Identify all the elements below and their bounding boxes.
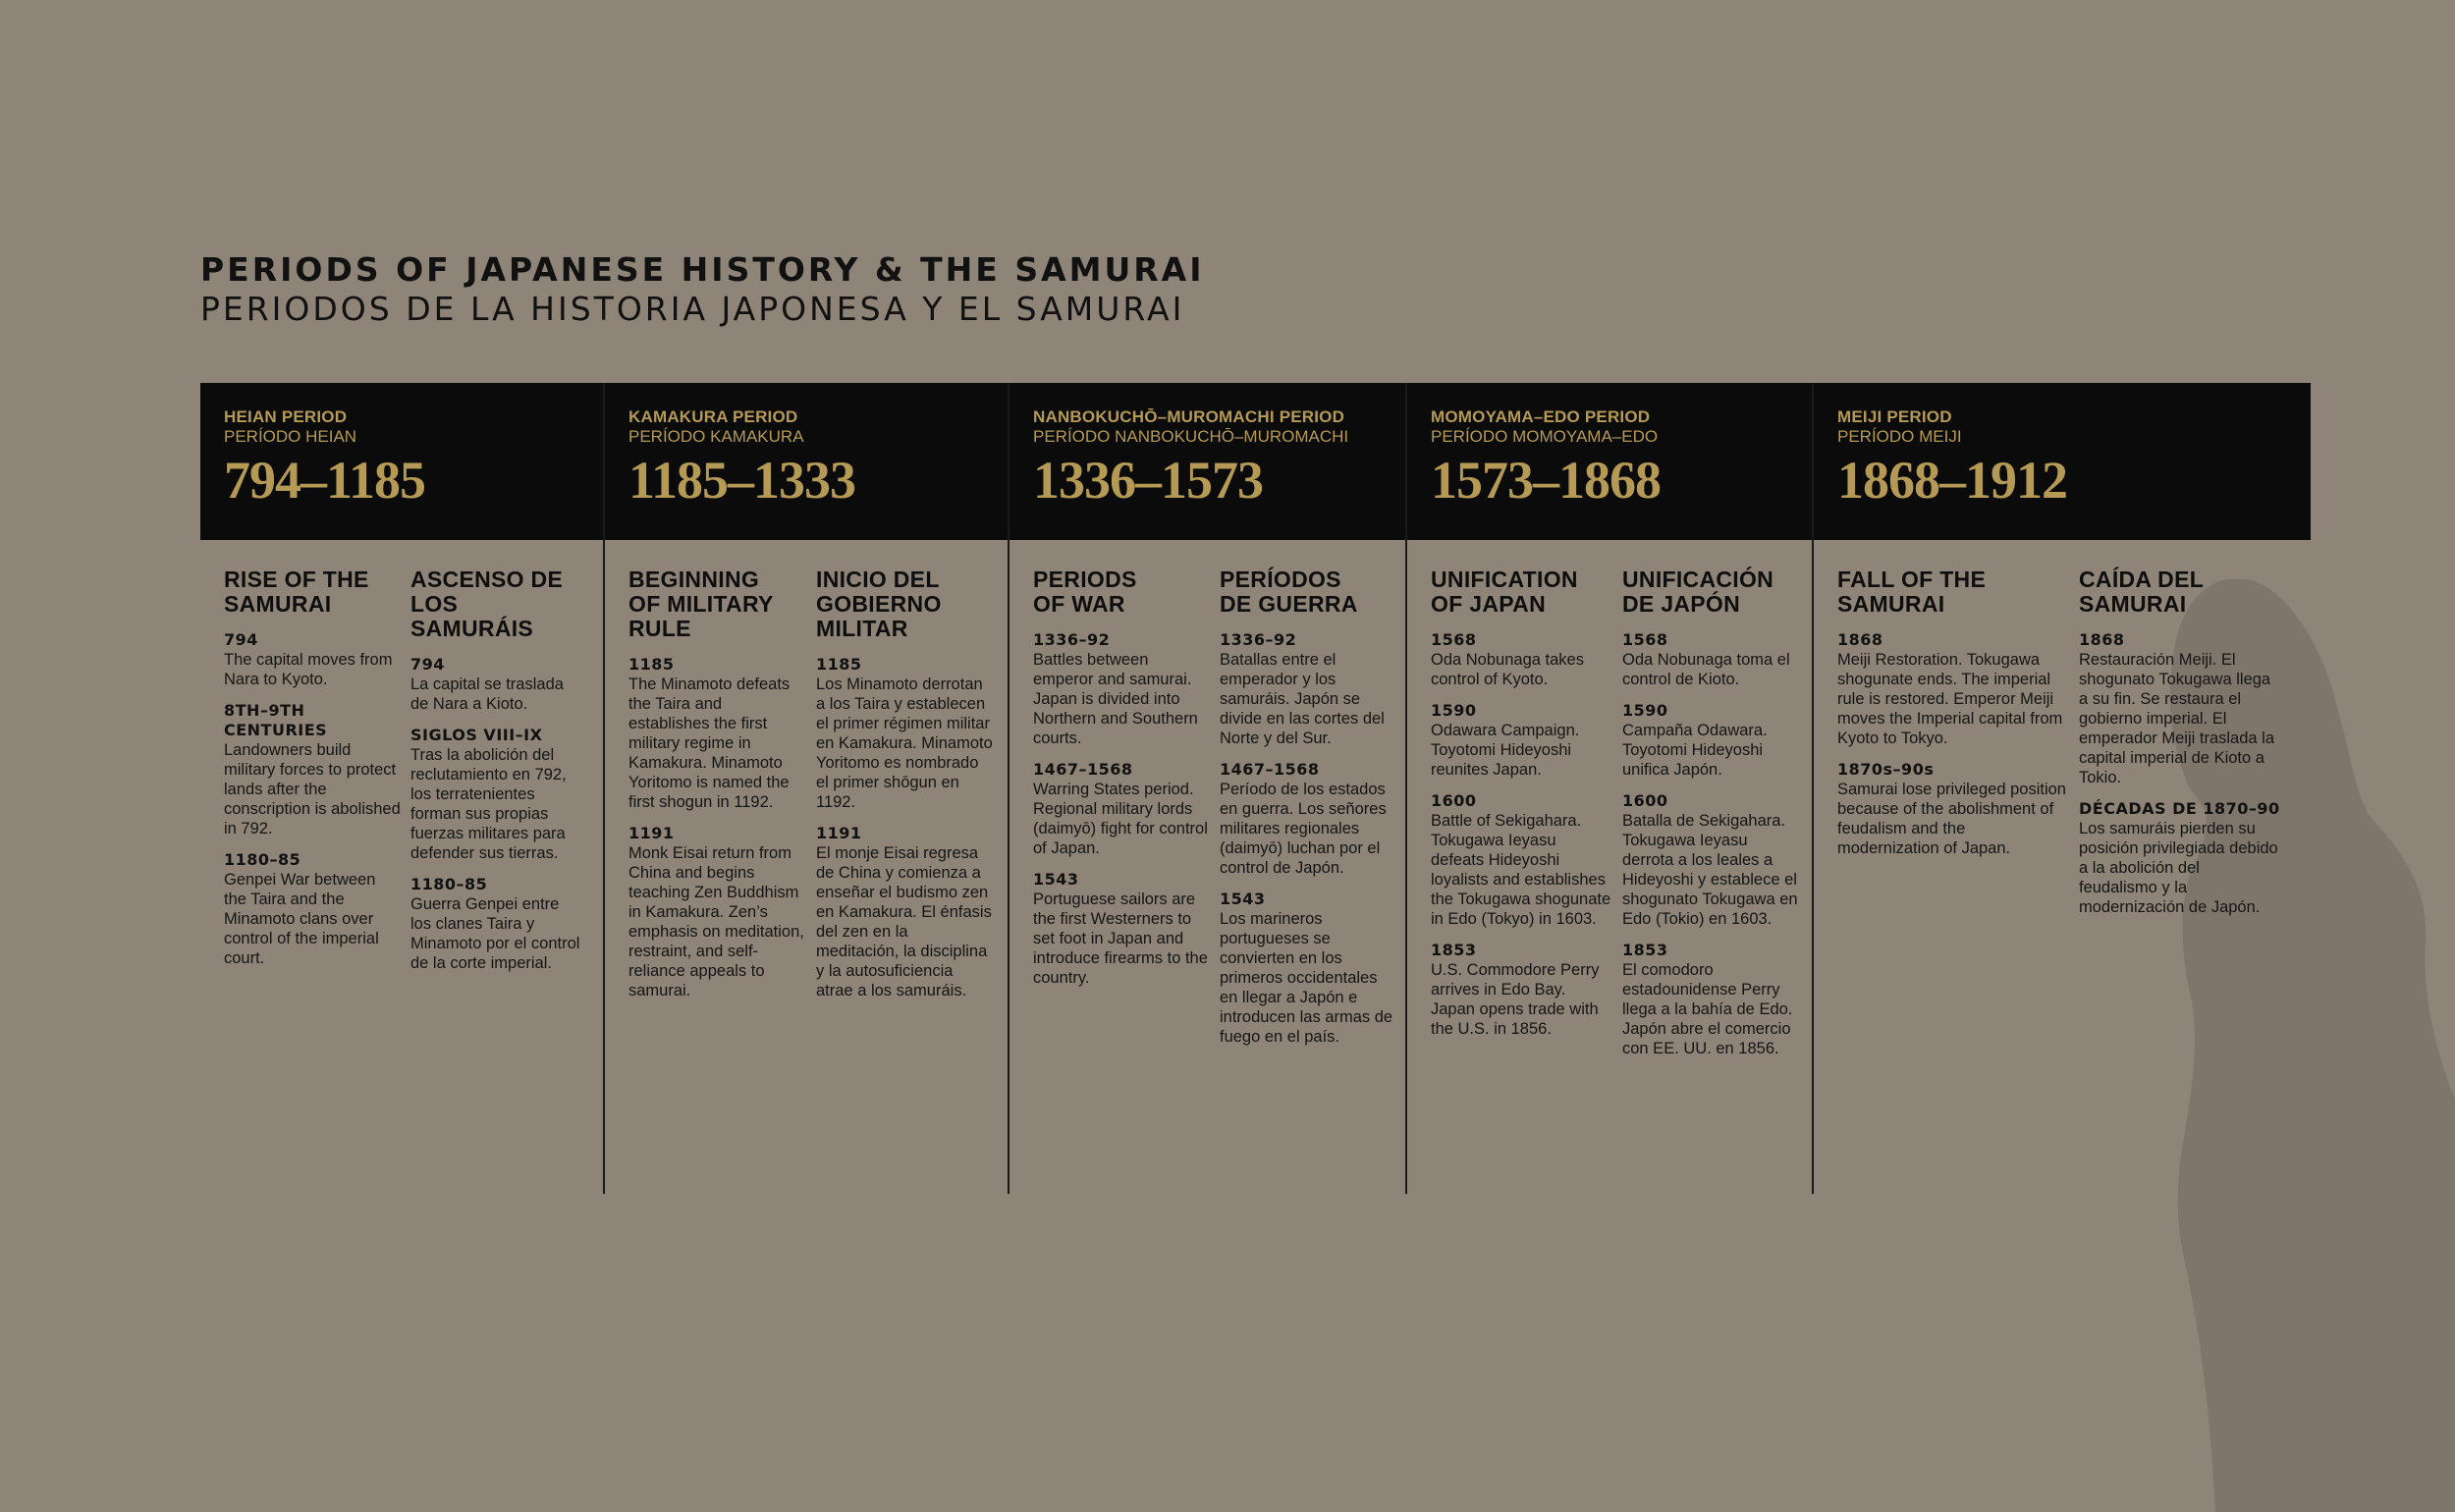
event-date: 1853 <box>1431 941 1477 959</box>
event-date: 1543 <box>1220 890 1266 908</box>
period-years: 1185–1333 <box>628 451 856 510</box>
event-entry <box>224 630 401 689</box>
event-entry <box>816 824 993 1000</box>
period-header <box>1407 383 1812 540</box>
event-entry <box>1622 630 1799 689</box>
event-text: Portuguese sailors are the first Westerners to set foot in Japan and introduce firearms to the country. <box>1033 891 1208 987</box>
event-entry <box>2079 799 2281 917</box>
period-name-en: NANBOKUCHŌ–MUROMACHI PERIOD <box>1033 407 1345 426</box>
column-es <box>1220 567 1405 1058</box>
event-text: Oda Nobunaga takes control of Kyoto. <box>1431 651 1584 688</box>
period-years: 1868–1912 <box>1837 451 2067 510</box>
event-text: Batallas entre el emperador y los samuráis. Japón se divide en las cortes del Norte y del Sur. <box>1220 651 1385 747</box>
period-header <box>1814 383 2311 540</box>
event-date: 1467–1568 <box>1220 760 1320 779</box>
column-en <box>224 567 410 985</box>
period-name-en: KAMAKURA PERIOD <box>628 407 798 426</box>
column-es <box>2079 567 2291 929</box>
period-name-en: HEIAN PERIOD <box>224 407 348 426</box>
event-text: El monje Eisai regresa de China y comienza a enseñar el budismo zen en Kamakura. El énfasis del zen en la meditación, la disciplina y la autosuficiencia atrae a los samuráis. <box>816 844 992 999</box>
column-heading: CAÍDA DEL SAMURAI <box>2079 567 2204 617</box>
period-years: 1573–1868 <box>1431 451 1661 510</box>
event-text: La capital se traslada de Nara a Kioto. <box>410 675 564 713</box>
event-entry <box>2079 630 2281 787</box>
event-text: The Minamoto defeats the Taira and establishes the first military regime in Kamakura. Minamoto Yoritomo is named the first shogun in 1192. <box>628 675 791 811</box>
period-name-es: PERÍODO NANBOKUCHŌ–MUROMACHI <box>1033 427 1349 446</box>
event-text: Battles between emperor and samurai. Japan is divided into Northern and Southern courts. <box>1033 651 1198 747</box>
period-kamakura <box>603 383 1008 1194</box>
event-entry <box>1220 760 1395 878</box>
event-date: 1868 <box>1837 630 1883 649</box>
event-date: 1870s–90s <box>1837 760 1935 779</box>
event-text: Genpei War between the Taira and the Minamoto clans over control of the imperial court. <box>224 871 379 967</box>
event-text: Meiji Restoration. Tokugawa shogunate ends. The imperial rule is restored. Emperor Meiji moves the Imperial capital from Kyoto to Tokyo. <box>1837 651 2063 747</box>
event-text: Samurai lose privileged position because of the abolishment of feudalism and the modernization of Japan. <box>1837 781 2066 857</box>
event-date: 1185 <box>628 655 675 674</box>
column-es <box>816 567 1003 1012</box>
column-heading: PERÍODOS DE GUERRA <box>1220 567 1358 617</box>
event-entry <box>1622 701 1799 780</box>
event-entry <box>1622 791 1799 929</box>
event-entry <box>224 701 401 838</box>
event-date: 1853 <box>1622 941 1668 959</box>
event-text: Los Minamoto derrotan a los Taira y establecen el primer régimen militar en Kamakura. Minamoto Yoritomo es nombrado el primer shōgun en 1192. <box>816 675 993 811</box>
event-date: DÉCADAS DE 1870–90 <box>2079 799 2280 818</box>
column-es <box>410 567 593 985</box>
period-header <box>1009 383 1405 540</box>
event-entry <box>628 824 806 1000</box>
event-entry <box>1431 630 1612 689</box>
column-heading: PERIODS OF WAR <box>1033 567 1137 617</box>
event-date: 794 <box>224 630 258 649</box>
event-date: 1868 <box>2079 630 2125 649</box>
event-entry <box>410 726 583 863</box>
title-block <box>200 250 1205 329</box>
event-entry <box>1220 890 1395 1047</box>
column-es <box>1622 567 1809 1070</box>
event-entry <box>1431 941 1612 1039</box>
event-entry <box>1033 760 1210 858</box>
column-heading: BEGINNING OF MILITARY RULE <box>628 567 774 641</box>
event-text: Los samuráis pierden su posición privilegiada debido a la abolición del feudalismo y la modernización de Japón. <box>2079 820 2278 916</box>
period-heian <box>200 383 603 1194</box>
period-meiji <box>1812 383 2311 1194</box>
event-date: 1467–1568 <box>1033 760 1133 779</box>
column-heading: RISE OF THE SAMURAI <box>224 567 369 617</box>
column-heading: INICIO DEL GOBIERNO MILITAR <box>816 567 942 641</box>
event-date: 1191 <box>628 824 675 842</box>
column-heading: FALL OF THE SAMURAI <box>1837 567 1987 617</box>
event-text: Landowners build military forces to protect lands after the conscription is abolished in 792. <box>224 741 401 837</box>
event-date: 1600 <box>1431 791 1477 810</box>
event-text: Battle of Sekigahara. Tokugawa Ieyasu defeats Hideyoshi loyalists and establishes the Tokugawa shogunate in Edo (Tokyo) in 1603. <box>1431 812 1611 928</box>
event-text: Odawara Campaign. Toyotomi Hideyoshi reunites Japan. <box>1431 722 1580 779</box>
period-name-en: MOMOYAMA–EDO PERIOD <box>1431 407 1651 426</box>
page-title: PERIODS OF JAPANESE HISTORY & THE SAMURAI <box>200 250 1205 289</box>
event-text: Monk Eisai return from China and begins teaching Zen Buddhism in Kamakura. Zen’s emphasis on meditation, restraint, and self-reliance appeals to samurai. <box>628 844 804 999</box>
event-text: Batalla de Sekigahara. Tokugawa Ieyasu derrota a los leales a Hideyoshi y establece el shogunato Tokugawa en Edo (Tokio) en 1603. <box>1622 812 1798 928</box>
period-nanbokucho-muromachi <box>1008 383 1405 1194</box>
period-name-es: PERÍODO KAMAKURA <box>628 427 804 446</box>
event-date: 1600 <box>1622 791 1668 810</box>
event-date: 1568 <box>1622 630 1668 649</box>
period-body <box>1009 540 1405 1058</box>
event-entry <box>1033 870 1210 988</box>
event-entry <box>1431 791 1612 929</box>
event-date: 1568 <box>1431 630 1477 649</box>
event-date: 1590 <box>1622 701 1668 720</box>
event-date: 8TH–9TH CENTURIES <box>224 701 328 739</box>
period-body <box>200 540 603 985</box>
period-name-es: PERÍODO MOMOYAMA–EDO <box>1431 427 1659 446</box>
column-en <box>1033 567 1220 1058</box>
event-entry <box>1033 630 1210 748</box>
period-body <box>605 540 1008 1012</box>
event-entry <box>410 655 583 714</box>
period-years: 1336–1573 <box>1033 451 1263 510</box>
event-entry <box>1220 630 1395 748</box>
event-text: Período de los estados en guerra. Los señores militares regionales (daimyō) luchan por el control de Japón. <box>1220 781 1387 877</box>
event-date: 1336–92 <box>1220 630 1297 649</box>
page-subtitle: PERIODOS DE LA HISTORIA JAPONESA Y EL SAMURAI <box>200 290 1185 328</box>
column-heading: UNIFICACIÓN DE JAPÓN <box>1622 567 1774 617</box>
event-text: El comodoro estadounidense Perry llega a la bahía de Edo. Japón abre el comercio con EE. UU. en 1856. <box>1622 961 1793 1057</box>
column-heading: UNIFICATION OF JAPAN <box>1431 567 1578 617</box>
event-text: Restauración Meiji. El shogunato Tokugawa llega a su fin. Se restaura el gobierno imperial. El emperador Meiji traslada la capital imperial de Kioto a Tokio. <box>2079 651 2275 786</box>
event-text: Warring States period. Regional military lords (daimyō) fight for control of Japan. <box>1033 781 1208 857</box>
period-momoyama-edo <box>1405 383 1812 1194</box>
period-header <box>605 383 1008 540</box>
event-date: SIGLOS VIII–IX <box>410 726 543 744</box>
event-date: 1543 <box>1033 870 1079 889</box>
event-entry <box>1431 701 1612 780</box>
period-years: 794–1185 <box>224 451 426 510</box>
event-date: 1590 <box>1431 701 1477 720</box>
column-heading: ASCENSO DE LOS SAMURÁIS <box>410 567 564 641</box>
column-en <box>1837 567 2079 929</box>
event-text: Oda Nobunaga toma el control de Kioto. <box>1622 651 1790 688</box>
timeline-table <box>200 383 2311 1194</box>
event-date: 1336–92 <box>1033 630 1111 649</box>
event-text: Campaña Odawara. Toyotomi Hideyoshi unifica Japón. <box>1622 722 1768 779</box>
period-body <box>1814 540 2311 929</box>
period-header <box>200 383 603 540</box>
event-entry <box>816 655 993 812</box>
event-text: The capital moves from Nara to Kyoto. <box>224 651 393 688</box>
event-date: 1191 <box>816 824 862 842</box>
event-entry <box>410 875 583 973</box>
event-text: Tras la abolición del reclutamiento en 792, los terratenientes forman sus propias fuerzas militares para defender sus tierras. <box>410 746 567 862</box>
period-name-es: PERÍODO MEIJI <box>1837 427 1962 446</box>
event-entry <box>224 850 401 968</box>
event-text: Los marineros portugueses se convierten en los primeros occidentales en llegar a Japón e introducen las armas de fuego en el país. <box>1220 910 1393 1046</box>
event-entry <box>1622 941 1799 1058</box>
column-en <box>1431 567 1622 1070</box>
event-entry <box>1837 630 2069 748</box>
period-name-es: PERÍODO HEIAN <box>224 427 357 446</box>
event-date: 794 <box>410 655 445 674</box>
event-date: 1180–85 <box>224 850 301 869</box>
event-entry <box>628 655 806 812</box>
event-text: Guerra Genpei entre los clanes Taira y Minamoto por el control de la corte imperial. <box>410 895 580 972</box>
event-entry <box>1837 760 2069 858</box>
column-en <box>628 567 816 1012</box>
event-date: 1180–85 <box>410 875 488 893</box>
event-text: U.S. Commodore Perry arrives in Edo Bay. Japan opens trade with the U.S. in 1856. <box>1431 961 1600 1038</box>
event-date: 1185 <box>816 655 862 674</box>
period-name-en: MEIJI PERIOD <box>1837 407 1952 426</box>
period-body <box>1407 540 1812 1070</box>
